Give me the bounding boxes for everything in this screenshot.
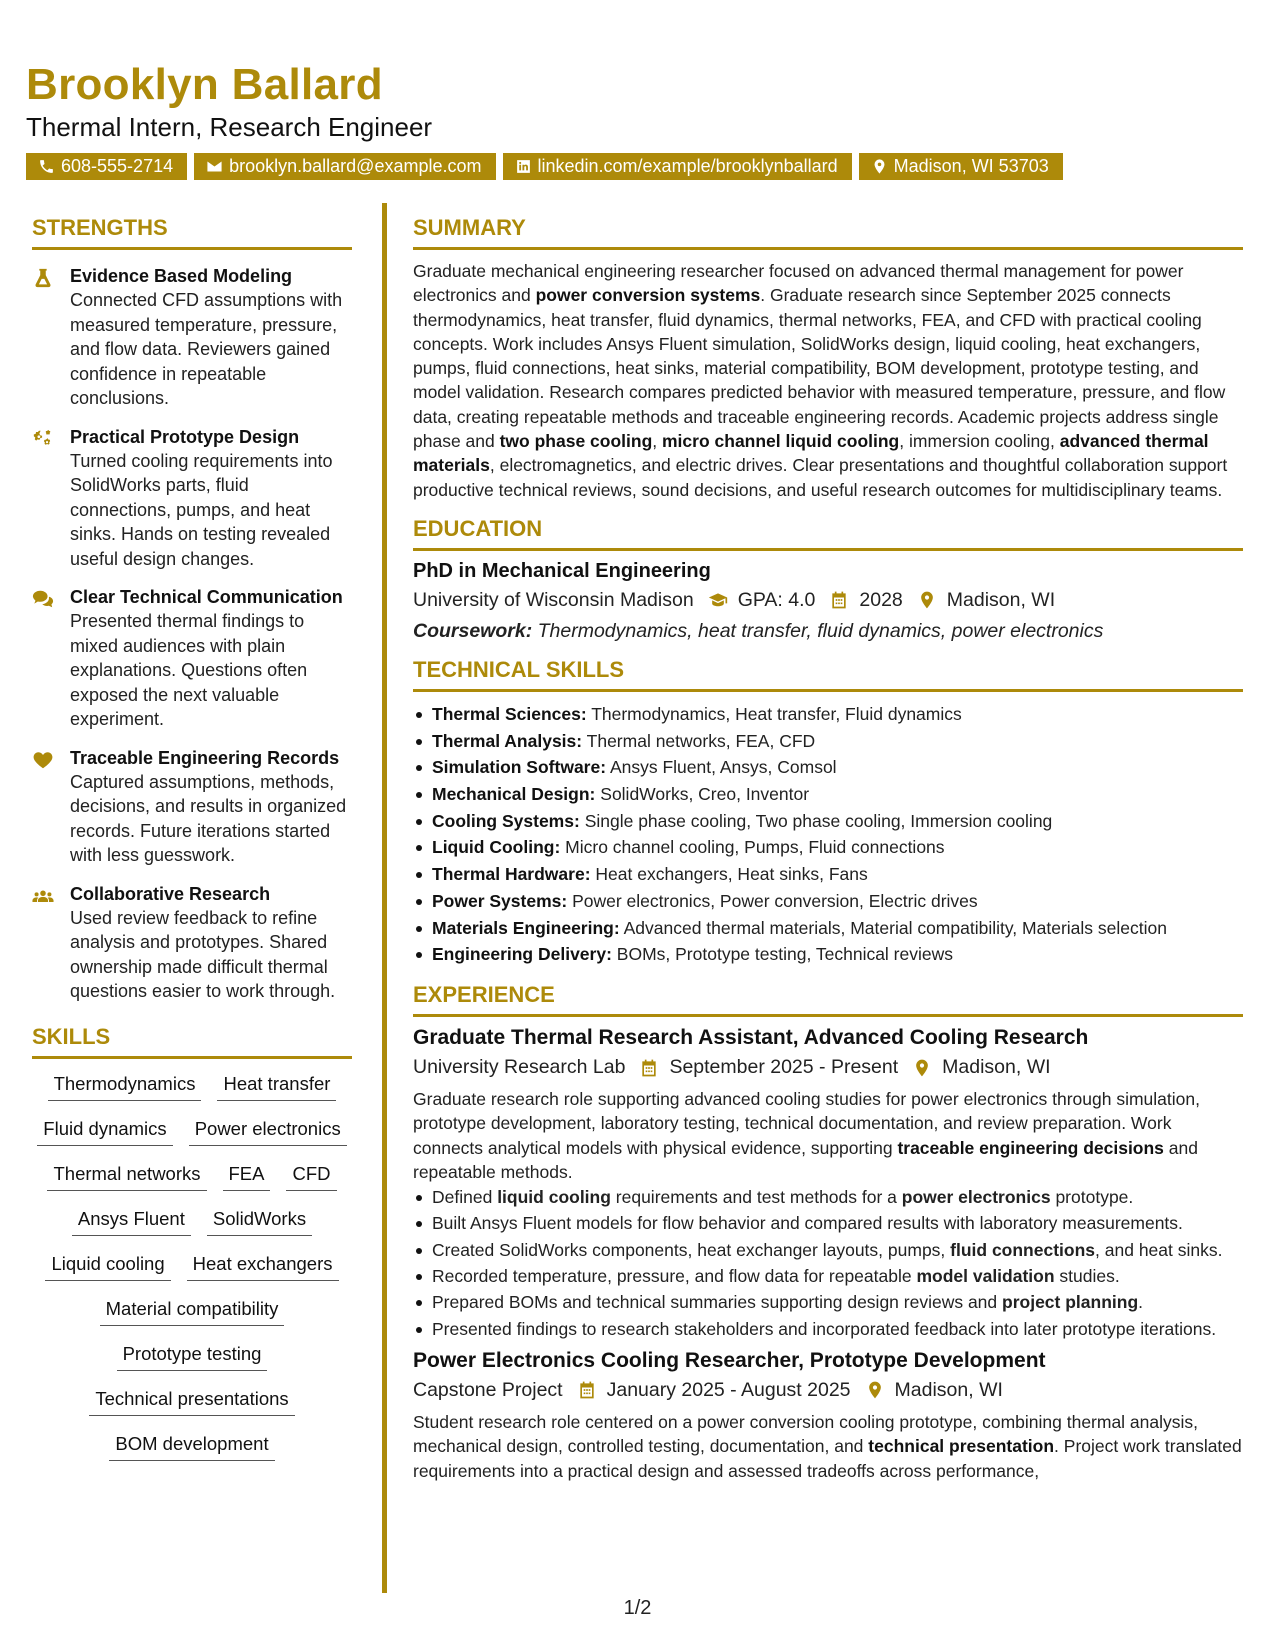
job-description: Student research role centered on a power conversion cooling prototype, combining thermal analysis, mechanical design, controlled testing, documentation, and technical presentation. Project work translated requirements into a practical design and assessed tradeoffs across performance, (413, 1411, 1242, 1481)
job-bullets (413, 1185, 1243, 1341)
strength-title: Evidence Based Modeling (70, 266, 293, 286)
flask-icon (32, 267, 54, 289)
coursework-label: Coursework: (413, 619, 533, 642)
strength-item (32, 882, 352, 1004)
job-bullet: Recorded temperature, pressure, and flow data for repeatable model validation studies. (413, 1264, 1243, 1288)
contact-bar (26, 153, 1063, 180)
skill-row (32, 1386, 352, 1416)
location-pin-icon (917, 590, 937, 610)
technical-skill-item: Simulation Software: Ansys Fluent, Ansys, Comsol (413, 754, 1243, 781)
skill-row (32, 1206, 352, 1236)
strengths-list (32, 264, 352, 1004)
location-text: Madison, WI 53703 (893, 156, 1049, 176)
calendar-icon (639, 1058, 659, 1078)
email-chip[interactable] (194, 153, 495, 180)
job-bullet: Built Ansys Fluent models for flow behavior and compared results with laboratory measurements. (413, 1211, 1243, 1235)
technical-skill-item: Thermal Hardware: Heat exchangers, Heat sinks, Fans (413, 861, 1243, 888)
job-meta (413, 1056, 1243, 1079)
envelope-icon (206, 158, 223, 175)
technical-skills-heading: TECHNICAL SKILLS (413, 657, 1243, 692)
coursework-list: Thermodynamics, heat transfer, fluid dynamics, power electronics (537, 619, 1104, 642)
strength-item (32, 585, 352, 732)
coursework (413, 620, 1243, 643)
job-org: Capstone Project (413, 1378, 563, 1401)
technical-skill-item: Cooling Systems: Single phase cooling, Two phase cooling, Immersion cooling (413, 808, 1243, 835)
skill-tag: BOM development (109, 1431, 274, 1461)
summary-text: Graduate mechanical engineering researcher focused on advanced thermal management for power electronics and power conversion systems. Graduate research since September 2025 connects thermodynamics, heat transfer, fluid dynamics, thermal networks, FEA, and CFD with practical cooling concepts. Work includes Ansys Fluent simulation, SolidWorks design, liquid cooling, heat exchangers, pumps, fluid connections, heat sinks, material compatibility, BOM development, prototype testing, and model validation. Research compares predicted behavior with measured temperature, pressure, and flow data, creating repeatable methods and traceable engineering records. Academic projects address single phase and two phase cooling, micro channel liquid cooling, immersion cooling, advanced thermal materials, electromagnetics, and electric drives. Clear presentations and thoughtful collaboration support productive technical reviews, sound decisions, and useful research outcomes for multidisciplinary teams. (413, 261, 1228, 500)
job-bullet: Created SolidWorks components, heat exchanger layouts, pumps, fluid connections, and heat sinks. (413, 1238, 1243, 1262)
skills-tag-cloud (32, 1071, 352, 1476)
job-title: Power Electronics Cooling Researcher, Prototype Development (413, 1348, 1046, 1372)
skill-tag: CFD (286, 1161, 336, 1191)
gpa: GPA: 4.0 (737, 588, 816, 611)
phone-icon (38, 158, 55, 175)
location-chip[interactable] (859, 153, 1063, 180)
skill-tag: Technical presentations (89, 1386, 294, 1416)
calendar-icon (577, 1380, 597, 1400)
job-entry (413, 1349, 1243, 1483)
skill-row (32, 1116, 352, 1146)
job-entry (413, 1026, 1243, 1341)
job-org: University Research Lab (413, 1056, 626, 1078)
strength-item (32, 264, 352, 411)
experience-heading: EXPERIENCE (413, 982, 1243, 1017)
strength-title: Collaborative Research (70, 883, 271, 904)
skill-tag: Power electronics (189, 1116, 347, 1146)
skill-tag: Material compatibility (100, 1296, 285, 1326)
skill-tag: Liquid cooling (45, 1251, 170, 1281)
technical-skill-item: Engineering Delivery: BOMs, Prototype testing, Technical reviews (413, 941, 1243, 968)
skill-tag: Heat transfer (217, 1071, 336, 1101)
job-meta (413, 1379, 1243, 1402)
skill-row (32, 1251, 352, 1281)
summary-heading: SUMMARY (413, 215, 1243, 250)
technical-skill-item: Liquid Cooling: Micro channel cooling, Pumps, Fluid connections (413, 834, 1243, 861)
users-icon (32, 885, 54, 907)
strength-desc: Connected CFD assumptions with measured temperature, pressure, and flow data. Reviewers gained confidence in repeatable conclusions. (70, 290, 343, 408)
strengths-heading: STRENGTHS (32, 215, 352, 250)
linkedin-icon (515, 158, 532, 175)
skill-tag: FEA (223, 1161, 271, 1191)
job-location: Madison, WI (942, 1056, 1051, 1078)
skill-row (32, 1431, 352, 1461)
job-dates: September 2025 - Present (669, 1056, 899, 1078)
right-column (413, 215, 1243, 1497)
job-location: Madison, WI (894, 1378, 1003, 1401)
strength-desc: Turned cooling requirements into SolidWorks parts, fluid connections, pumps, and heat sinks. Hands on testing revealed useful design changes. (70, 450, 333, 569)
strength-title: Traceable Engineering Records (70, 747, 340, 768)
technical-skills-section (413, 657, 1243, 968)
education-location: Madison, WI (946, 588, 1056, 611)
skill-tag: SolidWorks (207, 1206, 312, 1236)
technical-skill-item: Thermal Sciences: Thermodynamics, Heat transfer, Fluid dynamics (413, 701, 1243, 728)
strength-item (32, 746, 352, 868)
skill-row (32, 1296, 352, 1326)
job-bullet: Defined liquid cooling requirements and test methods for a power electronics prototype. (413, 1185, 1243, 1209)
linkedin-text: linkedin.com/example/brooklynballard (537, 156, 838, 176)
strength-item (32, 425, 352, 572)
skill-row (32, 1071, 352, 1101)
technical-skills-list (413, 701, 1243, 968)
job-bullet: Prepared BOMs and technical summaries supporting design reviews and project planning. (413, 1290, 1243, 1314)
comments-icon (32, 588, 54, 610)
phone-chip[interactable] (26, 153, 187, 180)
page-number: 1/2 (623, 1597, 652, 1619)
graduation-year: 2028 (859, 588, 903, 611)
technical-skill-item: Thermal Analysis: Thermal networks, FEA, CFD (413, 728, 1243, 755)
skill-tag: Ansys Fluent (72, 1206, 191, 1236)
skills-heading: SKILLS (32, 1024, 352, 1059)
skill-tag: Thermal networks (47, 1161, 206, 1191)
education-section (413, 516, 1243, 643)
left-column (32, 215, 352, 1476)
location-pin-icon (912, 1058, 932, 1078)
strength-desc: Presented thermal findings to mixed audiences with plain explanations. Questions often exposed the next valuable experiment. (70, 611, 308, 729)
heart-icon (32, 749, 54, 771)
experience-section (413, 982, 1243, 1483)
candidate-title: Thermal Intern, Research Engineer (26, 112, 433, 142)
education-heading: EDUCATION (413, 516, 1243, 551)
education-meta (413, 589, 1243, 612)
job-dates: January 2025 - August 2025 (606, 1378, 851, 1401)
technical-skill-item: Materials Engineering: Advanced thermal materials, Material compatibility, Materials selection (413, 915, 1243, 942)
gears-icon (32, 428, 54, 450)
calendar-icon (829, 590, 849, 610)
graduation-cap-icon (708, 590, 728, 610)
skill-tag: Heat exchangers (187, 1251, 339, 1281)
strength-desc: Captured assumptions, methods, decisions, and results in organized records. Future iterations started with less guesswork. (70, 771, 347, 865)
skill-tag: Fluid dynamics (37, 1116, 172, 1146)
candidate-name: Brooklyn Ballard (26, 60, 383, 109)
location-pin-icon (871, 158, 888, 175)
email-text: brooklyn.ballard@example.com (229, 156, 482, 176)
skill-row (32, 1341, 352, 1371)
strength-desc: Used review feedback to refine analysis and prototypes. Shared ownership made difficult thermal questions easier to work through. (70, 907, 336, 1001)
technical-skill-item: Mechanical Design: SolidWorks, Creo, Inventor (413, 781, 1243, 808)
summary-section (413, 215, 1243, 502)
job-title: Graduate Thermal Research Assistant, Advanced Cooling Research (413, 1026, 1089, 1049)
phone-text: 608-555-2714 (61, 156, 174, 176)
job-description: Graduate research role supporting advanced cooling studies for power electronics through simulation, prototype development, laboratory testing, technical documentation, and review preparation. Work connects analytical models with physical evidence, supporting traceable engineering decisions and repeatable methods. (413, 1089, 1200, 1182)
skill-tag: Thermodynamics (48, 1071, 202, 1101)
degree-title: PhD in Mechanical Engineering (413, 559, 711, 582)
skill-tag: Prototype testing (117, 1341, 268, 1371)
school-name: University of Wisconsin Madison (413, 588, 694, 611)
linkedin-chip[interactable] (503, 153, 852, 180)
strength-title: Clear Technical Communication (70, 587, 343, 607)
skill-row (32, 1161, 352, 1191)
location-pin-icon (865, 1380, 885, 1400)
technical-skill-item: Power Systems: Power electronics, Power conversion, Electric drives (413, 888, 1243, 915)
job-bullet: Presented findings to research stakeholders and incorporated feedback into later prototype iterations. (413, 1317, 1243, 1341)
strength-title: Practical Prototype Design (70, 426, 300, 447)
column-divider (382, 203, 387, 1593)
